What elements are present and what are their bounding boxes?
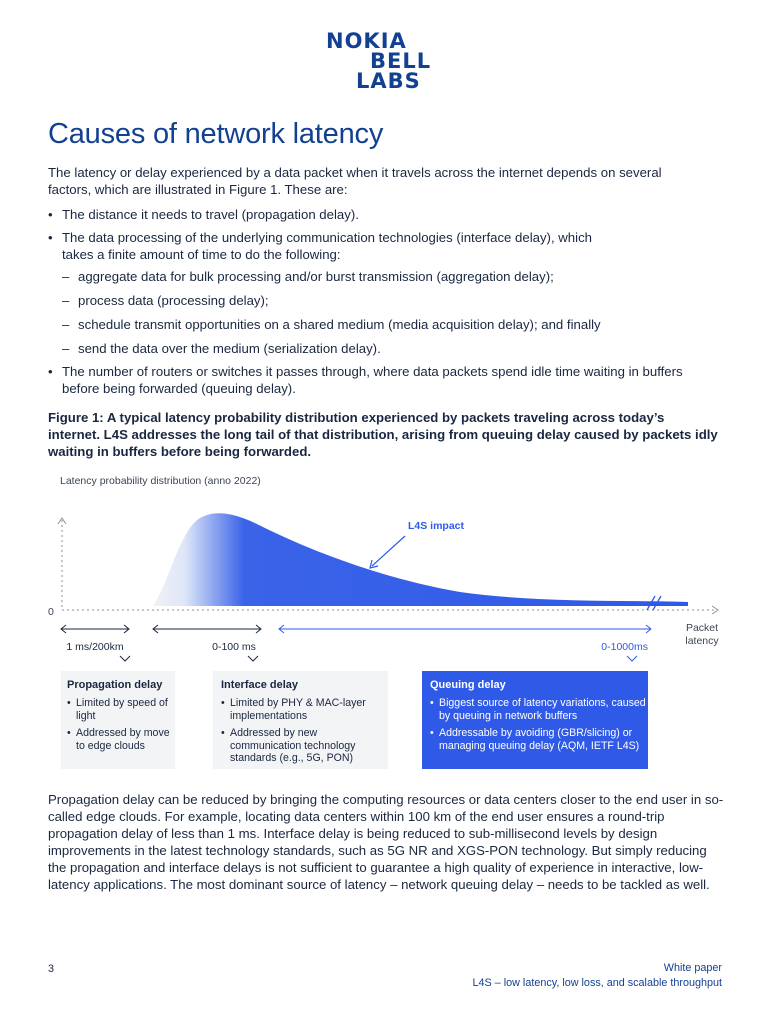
- range-label-propagation: 1 ms/200km: [66, 641, 124, 653]
- sub-bullet-item: – process data (processing delay);: [62, 292, 702, 309]
- annotation-arrow: [372, 536, 405, 566]
- figure-caption: Figure 1: A typical latency probability distribution experienced by packets traveling across today’s internet. L4S addresses the long tail of that distribution, arising from queuing delay caused by packets idly waiting in buffers before being forwarded.: [48, 410, 718, 459]
- intro-paragraph: The latency or delay experienced by a data packet when it travels across the internet depends on several factors, which are illustrated in Figure 1. These are:: [48, 165, 662, 197]
- chevron-down-icon: [627, 656, 637, 661]
- latency-distribution-chart: [40, 470, 730, 670]
- y-origin-label: 0: [48, 606, 54, 618]
- logo-line-3: LABS: [356, 69, 421, 93]
- outro-paragraph: Propagation delay can be reduced by bringing the computing resources or data centers closer to the end user in so-called edge clouds. For example, locating data centers within 100 km of the end user ensures a round-trip propagation delay of less than 1 ms. Interface delay is being reduced to sub-millisecond levels by design improvements in the latest technology standards, such as 5G NR and XGS-PON technology. But simply reducing the propagation and interface delays is not sufficient to guarantee a high quality of experience in interactive, low-latency applications. The most dominant source of latency – network queuing delay – needs to be tackled as well.: [48, 792, 724, 892]
- sub-bullet-text: process data (processing delay);: [78, 293, 269, 308]
- page-number: 3: [48, 963, 55, 975]
- queuing-delay-box: [422, 671, 648, 769]
- box-title: Interface delay: [221, 679, 299, 691]
- box-item: • Addressable by avoiding (GBR/slicing) or managing queuing delay (AQM, IETF L4S): [430, 727, 640, 752]
- sub-bullet-text: schedule transmit opportunities on a shared medium (media acquisition delay); and finally: [78, 317, 601, 332]
- logo-line-2: BELL: [370, 49, 432, 73]
- box-title: Propagation delay: [67, 679, 163, 691]
- interface-delay-box: [213, 671, 388, 769]
- bullet-text: The number of routers or switches it passes through, where data packets spend idle time waiting in buffers before being forwarded (queuing delay).: [62, 364, 683, 396]
- sub-bullet-item: – aggregate data for bulk processing and/or burst transmission (aggregation delay);: [62, 268, 702, 285]
- x-axis-label-line-2: latency: [685, 635, 719, 647]
- sub-bullet-item: – schedule transmit opportunities on a shared medium (media acquisition delay); and finally: [62, 316, 702, 333]
- range-label-interface: 0-100 ms: [212, 641, 256, 653]
- l4s-impact-annotation: L4S impact: [408, 520, 465, 532]
- sub-bullet-item: – send the data over the medium (serialization delay).: [62, 340, 702, 357]
- range-label-queuing: 0-1000ms: [601, 641, 648, 653]
- bullet-item: • The distance it needs to travel (propagation delay).: [48, 206, 708, 223]
- box-item: • Biggest source of latency variations, caused by queuing in network buffers: [430, 697, 646, 722]
- bullet-item: • The data processing of the underlying communication technologies (interface delay), which takes a finite amount of time to do the following:: [48, 229, 608, 263]
- bullet-text: The data processing of the underlying communication technologies (interface delay), which takes a finite amount of time to do the following:: [62, 230, 592, 262]
- page-title: Causes of network latency: [48, 118, 384, 150]
- bullet-text: The distance it needs to travel (propagation delay).: [62, 207, 359, 222]
- chevron-down-icon: [248, 656, 258, 661]
- x-axis-label-line-1: Packet: [685, 622, 719, 634]
- footer-doc-type: White paper: [663, 962, 722, 974]
- nokia-bell-labs-logo: [326, 30, 446, 92]
- sub-bullet-text: aggregate data for bulk processing and/or burst transmission (aggregation delay);: [78, 269, 554, 284]
- bullet-item: • The number of routers or switches it passes through, where data packets spend idle time waiting in buffers before being forwarded (queuing delay).: [48, 363, 698, 397]
- logo-line-1: NOKIA: [326, 29, 407, 53]
- footer-document-info: [473, 961, 722, 991]
- propagation-delay-box: [61, 671, 175, 769]
- box-item: • Addressed by move to edge clouds: [67, 727, 170, 752]
- chart-title: Latency probability distribution (anno 2022): [60, 475, 261, 487]
- box-item: • Limited by PHY & MAC-layer implementations: [221, 697, 366, 722]
- footer-doc-title: L4S – low latency, low loss, and scalable throughput: [472, 977, 722, 989]
- box-item: • Addressed by new communication technology standards (e.g., 5G, PON): [221, 727, 356, 765]
- chevron-down-icon: [120, 656, 130, 661]
- box-title: Queuing delay: [430, 679, 506, 691]
- sub-bullet-text: send the data over the medium (serialization delay).: [78, 341, 381, 356]
- box-item: • Limited by speed of light: [67, 697, 168, 722]
